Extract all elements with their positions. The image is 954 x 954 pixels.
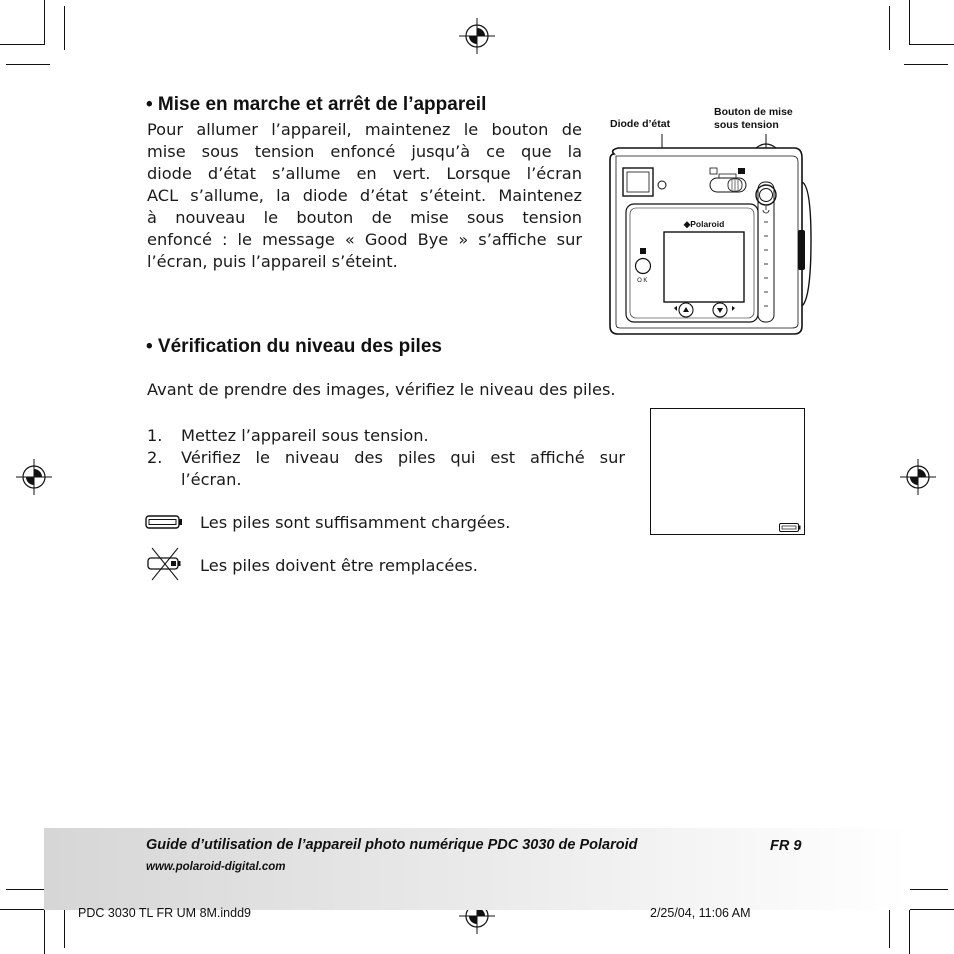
step-text: Mettez l’appareil sous tension. <box>181 426 429 445</box>
registration-mark-left <box>14 457 54 497</box>
battery-full-icon <box>145 515 183 529</box>
camera-ok-label: OK <box>637 278 649 284</box>
camera-brand-label: ◆Polaroid <box>683 219 725 229</box>
section-heading-battery: • Vérification du niveau des piles <box>146 336 442 357</box>
power-instructions-paragraph <box>147 119 582 273</box>
slug-filename: PDC 3030 TL FR UM 8M.indd9 <box>78 906 251 920</box>
battery-low-text: Les piles doivent être remplacées. <box>200 556 478 575</box>
footer-url: www.polaroid-digital.com <box>146 861 286 873</box>
section-heading-power: • Mise en marche et arrêt de l’appareil <box>146 94 487 115</box>
paragraph-line: à nouveau le bouton de mise sous tension <box>147 208 582 227</box>
slug-timestamp: 2/25/04, 11:06 AM <box>650 906 751 920</box>
callout-power-button: Bouton de mise sous tension <box>714 106 793 131</box>
lcd-preview-box <box>650 408 805 535</box>
step-text-line: l’écran. <box>181 470 242 489</box>
registration-mark-top <box>457 16 497 56</box>
paragraph-line: enfoncé : le message « Good Bye » s’affiche sur <box>147 230 582 249</box>
paragraph-line: diode d’état s’allume en vert. Lorsque l’écran <box>147 164 582 183</box>
footer-page-number: FR 9 <box>770 838 802 854</box>
camera-back-illustration <box>606 130 812 336</box>
step-text-line: Vérifiez le niveau des piles qui est affiché sur <box>181 448 625 467</box>
callout-status-led: Diode d’état <box>610 118 671 130</box>
registration-mark-right <box>898 457 938 497</box>
paragraph-line: mise sous tension enfoncé jusqu’à ce que la <box>147 142 582 161</box>
battery-full-text: Les piles sont suffisamment chargées. <box>200 513 511 532</box>
step-number: 2. <box>147 448 163 467</box>
paragraph-line: ACL s’allume, la diode d’état s’éteint. Maintenez <box>147 186 582 205</box>
battery-low-icon <box>144 546 184 582</box>
step-1 <box>147 425 625 447</box>
battery-intro: Avant de prendre des images, vérifiez le niveau des piles. <box>147 380 616 399</box>
paragraph-line: Pour allumer l’appareil, maintenez le bouton de <box>147 120 582 139</box>
paragraph-line: l’écran, puis l’appareil s’éteint. <box>147 252 398 271</box>
step-2 <box>147 447 625 491</box>
footer-guide-title: Guide d’utilisation de l’appareil photo numérique PDC 3030 de Polaroid <box>146 837 638 853</box>
battery-full-icon <box>779 523 801 532</box>
step-number: 1. <box>147 426 163 445</box>
